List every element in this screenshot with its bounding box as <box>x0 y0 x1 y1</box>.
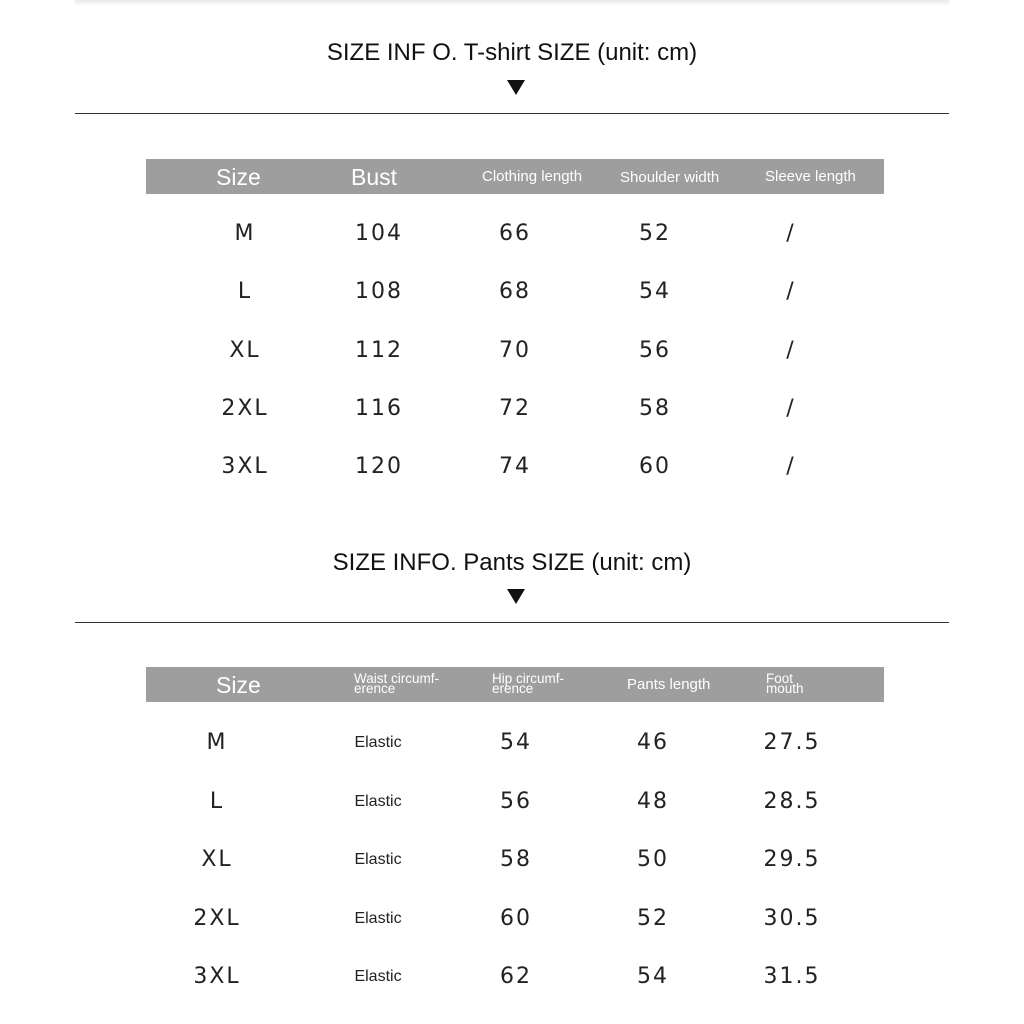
table-cell: 30.5 <box>763 905 821 931</box>
table-cell: / <box>786 279 796 305</box>
table-cell: 60 <box>639 454 671 480</box>
table-cell: 28.5 <box>763 788 821 814</box>
table-cell: 116 <box>355 395 403 421</box>
table-cell: 31.5 <box>763 964 821 989</box>
header-bust: Bust <box>351 164 398 190</box>
header-hip-circumference: Hip circumf-erence <box>492 671 565 696</box>
header-size: Size <box>216 672 261 698</box>
table-cell: XL <box>201 847 233 872</box>
table-cell: Elastic <box>354 792 402 810</box>
table-cell: 56 <box>500 788 532 814</box>
table-cell: 60 <box>500 905 532 931</box>
header-clothing-length: Clothing length <box>482 168 583 185</box>
table-cell: 72 <box>499 395 531 421</box>
table-cell: / <box>786 454 796 480</box>
table-row <box>0 723 1024 763</box>
table-cell: 52 <box>637 905 669 931</box>
pants-table-header <box>146 667 884 702</box>
tshirt-table-header <box>146 159 884 194</box>
table-cell: 50 <box>637 847 669 872</box>
table-cell: 62 <box>500 964 532 989</box>
table-cell: 3XL <box>221 454 269 480</box>
header-foot-mouth: Foot mouth <box>766 671 804 696</box>
table-cell: 54 <box>637 964 669 989</box>
table-row <box>0 447 1024 487</box>
table-cell: 48 <box>637 788 669 814</box>
table-row <box>0 782 1024 822</box>
header-size: Size <box>216 164 261 190</box>
table-cell: M <box>234 221 256 246</box>
header-pants-length: Pants length <box>627 676 711 693</box>
divider-line <box>75 113 949 114</box>
table-cell: 29.5 <box>763 847 821 872</box>
table-cell: 108 <box>355 279 403 305</box>
table-row <box>0 840 1024 880</box>
table-cell: / <box>786 221 796 246</box>
table-row <box>0 331 1024 371</box>
header-shoulder-width: Shoulder width <box>620 169 720 186</box>
table-cell: 74 <box>499 454 531 480</box>
table-cell: 27.5 <box>763 730 821 755</box>
table-cell: 2XL <box>193 905 241 931</box>
table-cell: Elastic <box>354 909 402 927</box>
table-cell: 66 <box>499 221 531 246</box>
table-cell: Elastic <box>354 968 402 985</box>
tshirt-section-title: SIZE INF O. T-shirt SIZE (unit: cm) <box>326 39 698 66</box>
top-edge-shadow <box>75 0 949 6</box>
table-cell: 54 <box>500 730 532 755</box>
down-arrow-icon <box>507 589 525 604</box>
table-cell: Elastic <box>354 851 402 868</box>
pants-section-title: SIZE INFO. Pants SIZE (unit: cm) <box>332 549 692 576</box>
header-sleeve-length: Sleeve length <box>765 168 856 185</box>
table-cell: 54 <box>639 279 671 305</box>
divider-line <box>75 622 949 623</box>
table-cell: XL <box>229 337 261 363</box>
down-arrow-icon <box>507 80 525 95</box>
table-cell: 70 <box>499 337 531 363</box>
table-cell: M <box>206 730 228 755</box>
table-cell: 3XL <box>193 964 241 989</box>
header-waist-circumference: Waist circumf-erence <box>354 671 439 696</box>
table-cell: L <box>209 788 225 814</box>
table-cell: 2XL <box>221 395 269 421</box>
table-cell: Elastic <box>354 734 402 751</box>
table-cell: / <box>786 395 796 421</box>
table-row <box>0 389 1024 429</box>
table-cell: / <box>786 337 796 363</box>
table-cell: 112 <box>355 337 403 363</box>
table-cell: 104 <box>355 221 403 246</box>
table-cell: 56 <box>639 337 671 363</box>
table-cell: 120 <box>355 454 403 480</box>
table-row <box>0 957 1024 997</box>
table-cell: 46 <box>637 730 669 755</box>
table-cell: L <box>237 279 253 305</box>
table-cell: 58 <box>639 395 671 421</box>
table-cell: 58 <box>500 847 532 872</box>
table-row <box>0 214 1024 254</box>
table-cell: 52 <box>639 221 671 246</box>
table-cell: 68 <box>499 279 531 305</box>
table-row <box>0 272 1024 312</box>
table-row <box>0 899 1024 939</box>
